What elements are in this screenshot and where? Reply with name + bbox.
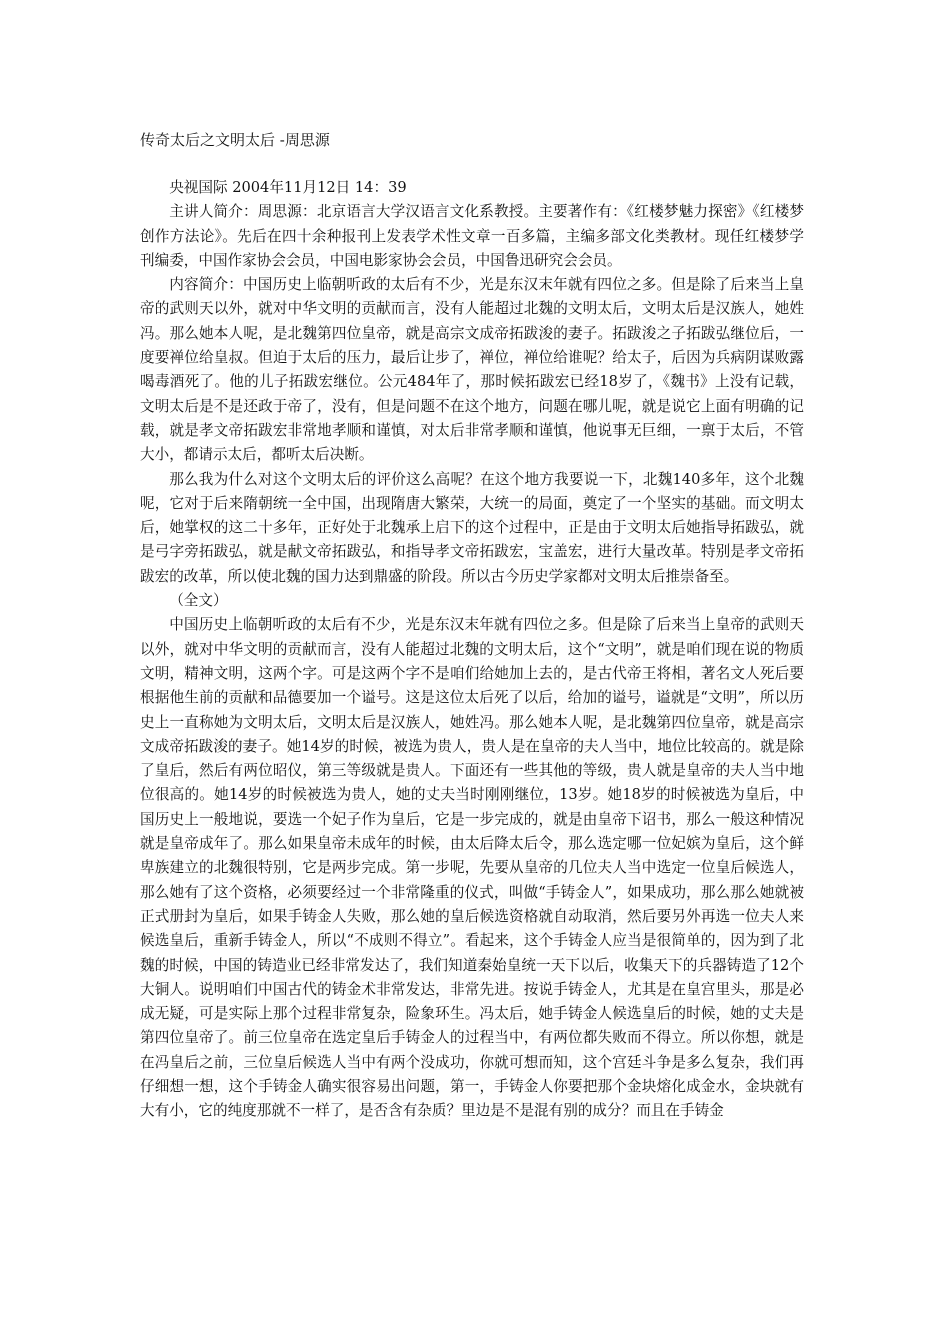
full-text-marker: （全文）: [169, 592, 228, 610]
summary-paragraph-1: 内容简介：中国历史上临朝听政的太后有不少，光是东汉末年就有四位之多。但是除了后来当上皇帝的武则天以外，就对中华文明的贡献而言，没有人能超过北魏的文明太后，文明太后是汉族人，她姓冯。那么她本人呢，是北魏第四位皇帝，就是高宗文成帝拓跋浚的妻子。拓跋浚之子拓跋弘继位后，一度要禅位给皇叔。但迫于太后的压力，最后让步了，禅位，禅位给谁呢？给太子，后因为兵病阴谋败露喝毒酒死了。他的儿子拓跋宏继位。公元484年了，那时候拓跋宏已经18岁了，《魏书》上没有记载，文明太后是不是还政于帝了，没有，但是问题不在这个地方，问题在哪儿呢，就是说它上面有明确的记载，就是孝文帝拓跋宏非常地孝顺和谨慎，对太后非常孝顺和谨慎，他说事无巨细，一禀于太后，不管大小，都请示太后，都听太后决断。: [140, 276, 804, 464]
document-body: [140, 176, 804, 1124]
summary-paragraph-2: 那么我为什么对这个文明太后的评价这么高呢？在这个地方我要说一下，北魏140多年，这个北魏呢，它对于后来隋朝统一全中国，出现隋唐大繁荣，大统一的局面，奠定了一个坚实的基础。而文明太后，她掌权的这二十多年，正好处于北魏承上启下的这个过程中，正是由于文明太后她指导拓跋弘，就是弓字旁拓跋弘，就是献文帝拓跋弘，和指导孝文帝拓跋宏，宝盖宏，进行大量改革。特别是孝文帝拓跋宏的改革，所以使北魏的国力达到鼎盛的阶段。所以古今历史学家都对文明太后推崇备至。: [140, 470, 804, 585]
speaker-intro-paragraph: 主讲人简介：周思源：北京语言大学汉语言文化系教授。主要著作有：《红楼梦魅力探密》《红楼梦创作方法论》。先后在四十余种报刊上发表学术性文章一百多篇，主编多部文化类教材。现任红楼梦学刊编委，中国作家协会会员，中国电影家协会会员，中国鲁迅研究会会员。: [140, 203, 804, 269]
source-line: 央视国际 2004年11月12日 14：39: [169, 179, 407, 196]
document-title: 传奇太后之文明太后 -周思源: [140, 131, 330, 149]
full-text-paragraph-1: 中国历史上临朝听政的太后有不少，光是东汉末年就有四位之多。但是除了后来当上皇帝的武则天以外，就对中华文明的贡献而言，没有人能超过北魏的文明太后，这个“文明”，就是咱们现在说的物质文明，精神文明，这两个字。可是这两个字不是咱们给她加上去的，是古代帝王将相，著名文人死后要根据他生前的贡献和品德要加一个谥号。这是这位太后死了以后，给加的谥号，谥就是“文明”，所以历史上一直称她为文明太后，文明太后是汉族人，她姓冯。那么她本人呢，是北魏第四位皇帝，就是高宗文成帝拓跋浚的妻子。她14岁的时候，被选为贵人，贵人是在皇帝的夫人当中，地位比较高的。就是除了皇后，然后有两位昭仪，第三等级就是贵人。下面还有一些其他的等级，贵人就是皇帝的夫人当中地位很高的。她14岁的时候被选为贵人，她的丈夫当时刚刚继位，13岁。她18岁的时候被选为皇后，中国历史上一般地说，要选一个妃子作为皇后，它是一步完成的，就是由皇帝下诏书，那么一般这种情况就是皇帝成年了。那么如果皇帝未成年的时候，由太后降太后令，那么选定哪一位妃嫔为皇后，这个鲜卑族建立的北魏很特别，它是两步完成。第一步呢，先要从皇帝的几位夫人当中选定一位皇后候选人，那么她有了这个资格，必须要经过一个非常隆重的仪式，叫做“手铸金人”，如果成功，那么那么她就被正式册封为皇后，如果手铸金人失败，那么她的皇后候选资格就自动取消，然后要另外再选一位夫人来候选皇后，重新手铸金人，所以“不成则不得立”。看起来，这个手铸金人应当是很简单的，因为到了北魏的时候，中国的铸造业已经非常发达了，我们知道秦始皇统一天下以后，收集天下的兵器铸造了12个大铜人。说明咱们中国古代的铸金术非常发达，非常先进。按说手铸金人，尤其是在皇宫里头，那是必成无疑，可是实际上那个过程非常复杂，险象环生。冯太后，她手铸金人候选皇后的时候，她的丈夫是第四位皇帝了。前三位皇帝在选定皇后手铸金人的过程当中，有两位都失败而不得立。所以你想，就是在冯皇后之前，三位皇后候选人当中有两个没成功，你就可想而知，这个宫廷斗争是多么复杂，我们再仔细想一想，这个手铸金人确实很容易出问题，第一，手铸金人你要把那个金块熔化成金水，金块就有大有小，它的纯度那就不一样了，是否含有杂质？里边是不是混有别的成分？而且在手铸金: [140, 616, 804, 1120]
